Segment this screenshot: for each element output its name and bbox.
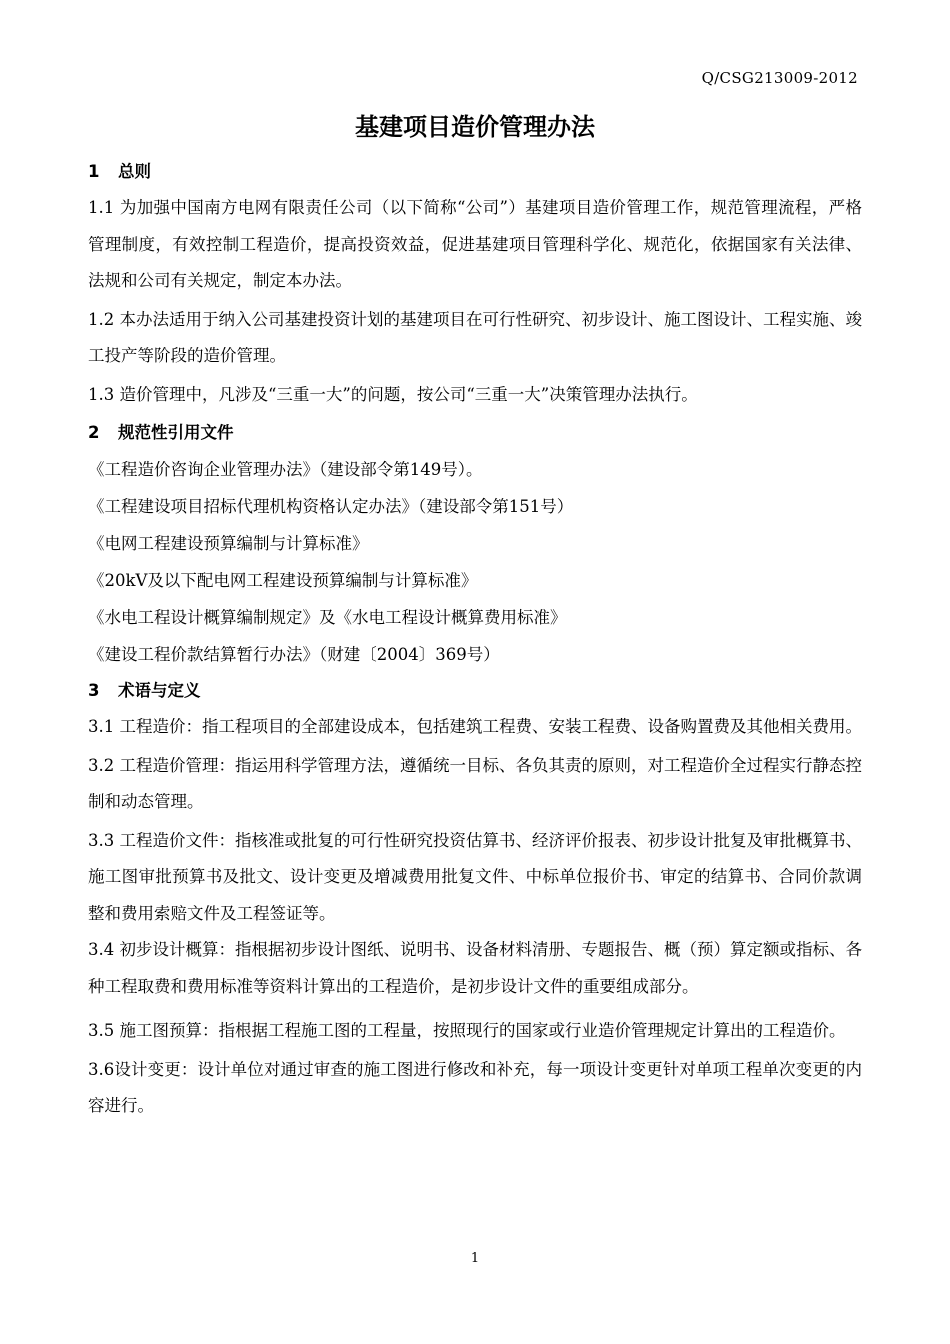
section-title: 规范性引用文件 <box>118 423 234 442</box>
section-heading-general <box>88 154 862 190</box>
clause-3-2: 3.2 工程造价管理：指运用科学管理方法，遵循统一目标、各负其责的原则，对工程造价全过程实行静态控制和动态管理。 <box>88 755 862 811</box>
section-heading-references <box>88 415 862 451</box>
document-title: 基建项目造价管理办法 <box>355 113 595 141</box>
reference-item: 《电网工程建设预算编制与计算标准》 <box>88 534 369 553</box>
section-title: 术语与定义 <box>118 681 201 700</box>
section-number: 3 <box>88 681 100 700</box>
reference-item: 《水电工程设计概算编制规定》及《水电工程设计概算费用标准》 <box>88 608 567 627</box>
reference-item: 《工程造价咨询企业管理办法》（建设部令第149号）。 <box>88 460 483 479</box>
clause-3-6: 3.6设计变更：设计单位对通过审查的施工图进行修改和补充，每一项设计变更针对单项工程单次变更的内容进行。 <box>88 1059 862 1115</box>
section-heading-definitions <box>88 673 862 709</box>
reference-item: 《建设工程价款结算暂行办法》（财建〔2004〕369号） <box>88 645 500 664</box>
reference-item: 《20kV及以下配电网工程建设预算编制与计算标准》 <box>88 571 478 590</box>
section-number: 1 <box>88 162 100 181</box>
clause-3-5: 3.5 施工图预算：指根据工程施工图的工程量，按照现行的国家或行业造价管理规定计算出的工程造价。 <box>88 1021 846 1040</box>
clause-3-4: 3.4 初步设计概算：指根据初步设计图纸、说明书、设备材料清册、专题报告、概（预）算定额或指标、各种工程取费和费用标准等资料计算出的工程造价，是初步设计文件的重要组成部分。 <box>88 940 862 996</box>
document-code: Q/CSG213009-2012 <box>701 69 858 87</box>
section-number: 2 <box>88 423 100 442</box>
clause-1-2: 1.2 本办法适用于纳入公司基建投资计划的基建项目在可行性研究、初步设计、施工图设计、工程实施、竣工投产等阶段的造价管理。 <box>88 309 862 365</box>
section-title: 总则 <box>118 162 151 181</box>
document-body <box>88 154 862 1127</box>
reference-item: 《工程建设项目招标代理机构资格认定办法》（建设部令第151号） <box>88 497 574 516</box>
clause-3-3: 3.3 工程造价文件：指核准或批复的可行性研究投资估算书、经济评价报表、初步设计批复及审批概算书、施工图审批预算书及批文、设计变更及增减费用批复文件、中标单位报价书、审定的结算书、合同价款调整和费用索赔文件及工程签证等。 <box>88 830 862 923</box>
clause-1-3: 1.3 造价管理中，凡涉及“三重一大”的问题，按公司“三重一大”决策管理办法执行。 <box>88 384 698 404</box>
clause-1-1: 1.1 为加强中国南方电网有限责任公司（以下简称“公司”）基建项目造价管理工作，规范管理流程，严格管理制度，有效控制工程造价，提高投资效益，促进基建项目管理科学化、规范化，依据国家有关法律、法规和公司有关规定，制定本办法。 <box>88 198 862 290</box>
clause-3-1: 3.1 工程造价：指工程项目的全部建设成本，包括建筑工程费、安装工程费、设备购置费及其他相关费用。 <box>88 717 862 736</box>
page-number: 1 <box>470 1251 480 1266</box>
